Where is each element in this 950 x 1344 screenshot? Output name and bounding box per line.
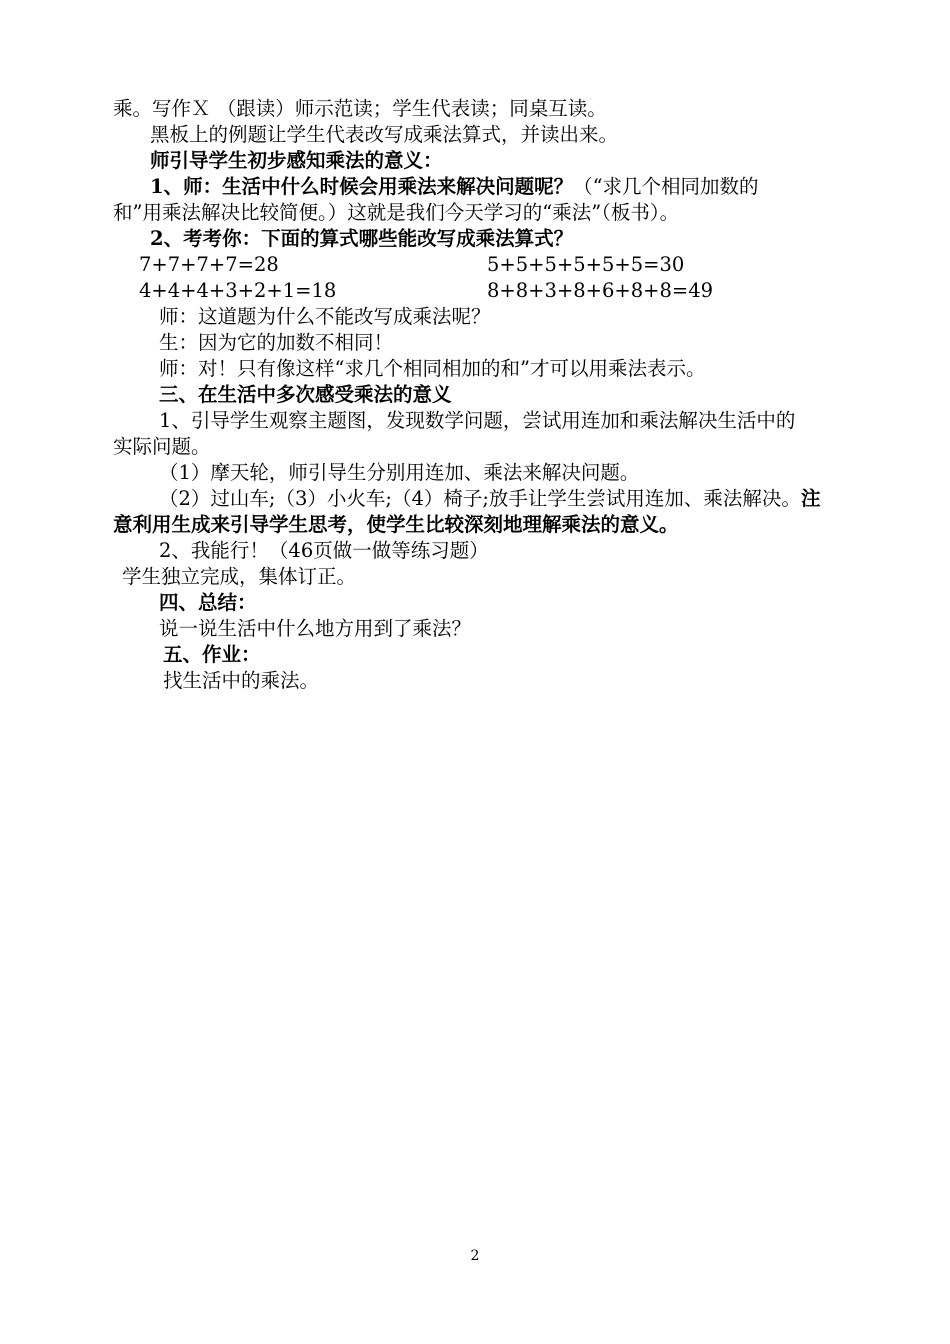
paragraph-line: 2、我能行！（46页做一做等练习题） bbox=[159, 539, 489, 562]
paragraph-line: 说一说生活中什么地方用到了乘法？ bbox=[159, 617, 472, 640]
page-number: 2 bbox=[470, 1248, 480, 1264]
paragraph-line: 实际问题。 bbox=[113, 435, 211, 458]
paragraph-line: 师：这道题为什么不能改写成乘法呢？ bbox=[159, 305, 491, 328]
paragraph-line: 学生独立完成，集体订正。 bbox=[122, 565, 357, 588]
equation-left: 4+4+4+3+2+1=18 bbox=[139, 279, 337, 302]
paragraph-line: 黑板上的例题让学生代表改写成乘法算式，并读出来。 bbox=[150, 123, 619, 146]
section-heading: 五、作业： bbox=[163, 643, 261, 666]
paragraph-line: （1）摩天轮，师引导生分别用连加、乘法来解决问题。 bbox=[159, 461, 640, 484]
paragraph-line bbox=[150, 174, 759, 200]
section-heading: 2、考考你：下面的算式哪些能改写成乘法算式？ bbox=[150, 227, 574, 250]
paragraph-line: 师：对！只有像这样“求几个相同相加的和”才可以用乘法表示。 bbox=[159, 357, 706, 380]
question-text: 1、师：生活中什么时候会用乘法来解决问题呢？ bbox=[150, 175, 574, 198]
equation-left: 7+7+7+7=28 bbox=[139, 253, 279, 276]
section-heading: 师引导学生初步感知乘法的意义： bbox=[150, 149, 443, 172]
paragraph-text: （2）过山车;（3）小火车;（4）椅子;放手让学生尝试用连加、乘法解决。 bbox=[159, 487, 801, 510]
emphasis-text: 注 bbox=[800, 487, 821, 510]
paragraph-line: 生：因为它的加数不相同！ bbox=[159, 331, 394, 354]
section-heading: 四、总结： bbox=[159, 591, 257, 614]
emphasis-line: 意利用生成来引导学生思考，使学生比较深刻地理解乘法的意义。 bbox=[113, 513, 679, 536]
equation-right: 8+8+3+8+6+8+8=49 bbox=[487, 279, 714, 302]
answer-text: （“求几个相同加数的 bbox=[573, 175, 759, 198]
paragraph-line: 和”用乘法解决比较简便。）这就是我们今天学习的“乘法”（板书）。 bbox=[113, 201, 680, 224]
paragraph-line bbox=[159, 486, 820, 512]
section-heading: 三、在生活中多次感受乘法的意义 bbox=[159, 383, 452, 406]
paragraph-line: 乘。写作Ｘ （跟读）师示范读；学生代表读；同桌互读。 bbox=[113, 97, 607, 120]
paragraph-line: 找生活中的乘法。 bbox=[163, 669, 320, 692]
equation-right: 5+5+5+5+5+5=30 bbox=[487, 253, 685, 276]
paragraph-line: 1、引导学生观察主题图，发现数学问题，尝试用连加和乘法解决生活中的 bbox=[159, 409, 796, 432]
